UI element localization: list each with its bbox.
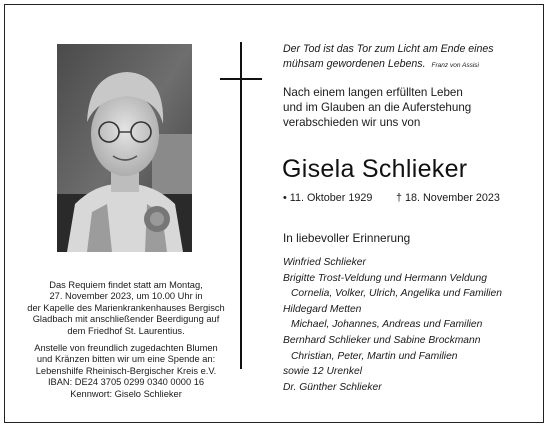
requiem-line: 27. November 2023, um 10.00 Uhr in: [49, 291, 203, 302]
family-member: Dr. Günther Schlieker: [283, 381, 382, 393]
family-descendants: Cornelia, Volker, Ulrich, Angelika und Familien: [291, 288, 502, 300]
donation-line: Anstelle von freundlich zugedachten Blumen: [34, 343, 218, 354]
family-member: sowie 12 Urenkel: [283, 366, 362, 378]
family-descendants: Michael, Johannes, Andreas und Familien: [291, 319, 483, 331]
portrait-photo: [57, 44, 192, 252]
quote: [283, 42, 533, 73]
family-member: Winfried Schlieker: [283, 257, 366, 268]
donation-line: Kennwort: Giselo Schlieker: [70, 388, 182, 399]
quote-line-1: Der Tod ist das Tor zum Licht am Ende eines: [283, 43, 494, 55]
service-info: [20, 280, 232, 400]
donation-line: IBAN: DE24 3705 0299 0340 0000 16: [47, 377, 205, 388]
memory-heading: In liebevoller Erinnerung: [283, 231, 411, 245]
requiem-line: dem Friedhof St. Laurentius.: [67, 325, 185, 336]
quote-author: Franz von Assisi: [431, 62, 479, 69]
cross-horizontal: [220, 78, 262, 80]
intro-line: und im Glauben an die Auferstehung: [283, 101, 472, 114]
requiem-block: [20, 280, 232, 337]
intro-text: [283, 85, 533, 130]
quote-line-2: mühsam gewordenen Lebens.: [283, 58, 426, 70]
donation-line: Lebenshilfe Rheinisch-Bergischer Kreis e.V.: [35, 365, 217, 376]
donation-block: [20, 343, 232, 400]
requiem-line: der Kapelle des Marienkrankenhauses Bergisch: [27, 302, 225, 313]
intro-line: verabschieden wir uns von: [283, 116, 421, 129]
birth-date: • 11. Oktober 1929: [283, 192, 373, 204]
family-member: Bernhard Schlieker und Sabine Brockmann: [283, 334, 481, 346]
requiem-line: Das Requiem findet statt am Montag,: [49, 280, 203, 290]
family-list: [283, 255, 545, 395]
intro-line: Nach einem langen erfüllten Leben: [283, 86, 463, 99]
family-member: Brigitte Trost-Veldung und Hermann Veldung: [283, 272, 487, 284]
life-dates: [283, 191, 538, 205]
deceased-name: Gisela Schlieker: [282, 155, 468, 183]
family-member: Hildegard Metten: [283, 303, 362, 315]
death-date: † 18. November 2023: [396, 192, 500, 204]
cross-vertical: [240, 42, 242, 369]
requiem-line: Gladbach mit anschließender Beerdigung auf: [32, 314, 220, 325]
donation-line: und Kränzen bitten wir um eine Spende an:: [36, 354, 216, 365]
family-descendants: Christian, Peter, Martin und Familien: [291, 350, 458, 362]
